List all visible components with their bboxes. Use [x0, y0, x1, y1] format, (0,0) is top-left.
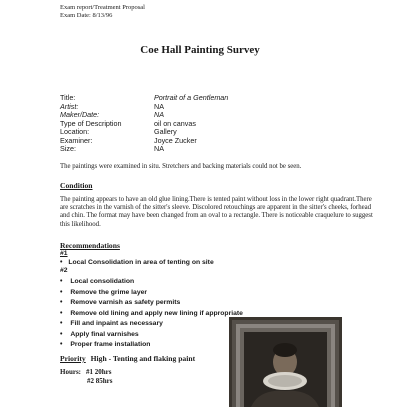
meta-label-artist: Artist:: [60, 101, 79, 111]
list-item: [60, 299, 180, 306]
meta-value-title: Portrait of a Gentleman: [154, 93, 229, 102]
bullet: •: [60, 330, 63, 338]
list-item: [60, 341, 150, 348]
bullet: •: [60, 288, 63, 296]
bullet: •: [60, 341, 63, 348]
list-item-text: Local consolidation: [70, 278, 135, 285]
list-item-text: Remove old lining and apply new lining if appropriate: [70, 309, 243, 317]
list-item: [60, 278, 134, 285]
page-title: Coe Hall Painting Survey: [140, 44, 260, 56]
bullet: •: [60, 299, 63, 306]
list-item: [60, 289, 147, 296]
list-item-text: Remove the grime layer: [70, 288, 148, 296]
hours-option-1: #1 20hrs: [86, 368, 112, 376]
meta-value-type: oil on canvas: [154, 118, 196, 128]
meta-label-size: Size:: [60, 144, 76, 153]
report-type: Exam report/Treatment Proposal: [60, 4, 145, 11]
priority-text: High - Tenting and flaking paint: [90, 354, 196, 363]
exam-date: Exam Date: 8/13/96: [60, 12, 113, 19]
meta-label-title: Title:: [60, 93, 76, 102]
bullet: •: [60, 259, 63, 266]
meta-value-artist: NA: [154, 101, 164, 111]
meta-label-maker-date: Maker/Date:: [60, 110, 100, 119]
priority-line: [60, 354, 195, 363]
meta-value-examiner: Joyce Zucker: [154, 135, 197, 145]
list-item: [60, 310, 243, 317]
hours-label: Hours:: [60, 368, 81, 376]
meta-value-maker-date: NA: [154, 110, 164, 119]
meta-value-location: Gallery: [154, 127, 177, 136]
option-1-item: [60, 259, 214, 266]
option-2-label: #2: [60, 267, 68, 274]
condition-text: The painting appears to have an old glue lining.There is tented paint without loss in the lower right quadrant.There are scratches in the varnish of the sitter's sleeve. Discolored retouchings are apparent in the sitter's cheeks, forhead and chin. The format may have been changed from an oval to a rectangle. There is noticeable craquelure to suggest this likelihood.: [60, 196, 373, 228]
list-item: [60, 331, 139, 338]
list-item-text: Fill and inpaint as necessary: [70, 320, 163, 327]
meta-label-examiner: Examiner:: [60, 135, 93, 145]
intro-text: The paintings were examined in situ. Stretchers and backing materials could not be seen.: [60, 163, 302, 170]
recommendations-heading: Recommendations: [60, 241, 120, 250]
portrait-image: [229, 317, 342, 407]
option-1-label: #1: [60, 250, 68, 257]
bullet: •: [60, 278, 63, 285]
priority-label: Priority: [60, 354, 86, 363]
hours-option-2: #2 85hrs: [87, 377, 113, 385]
meta-label-type: Type of Description: [60, 118, 122, 128]
bullet: •: [60, 309, 63, 317]
option-1-item-text: Local Consolidation in area of tenting on site: [68, 259, 214, 266]
condition-heading: Condition: [60, 181, 93, 190]
bullet: •: [60, 320, 63, 327]
list-item-text: Proper frame installation: [70, 341, 151, 348]
meta-value-size: NA: [154, 144, 164, 153]
list-item-text: Remove varnish as safety permits: [70, 299, 181, 306]
list-item: [60, 320, 163, 327]
list-item-text: Apply final varnishes: [70, 330, 139, 338]
painting-photograph: [229, 317, 342, 407]
meta-label-location: Location:: [60, 127, 90, 136]
